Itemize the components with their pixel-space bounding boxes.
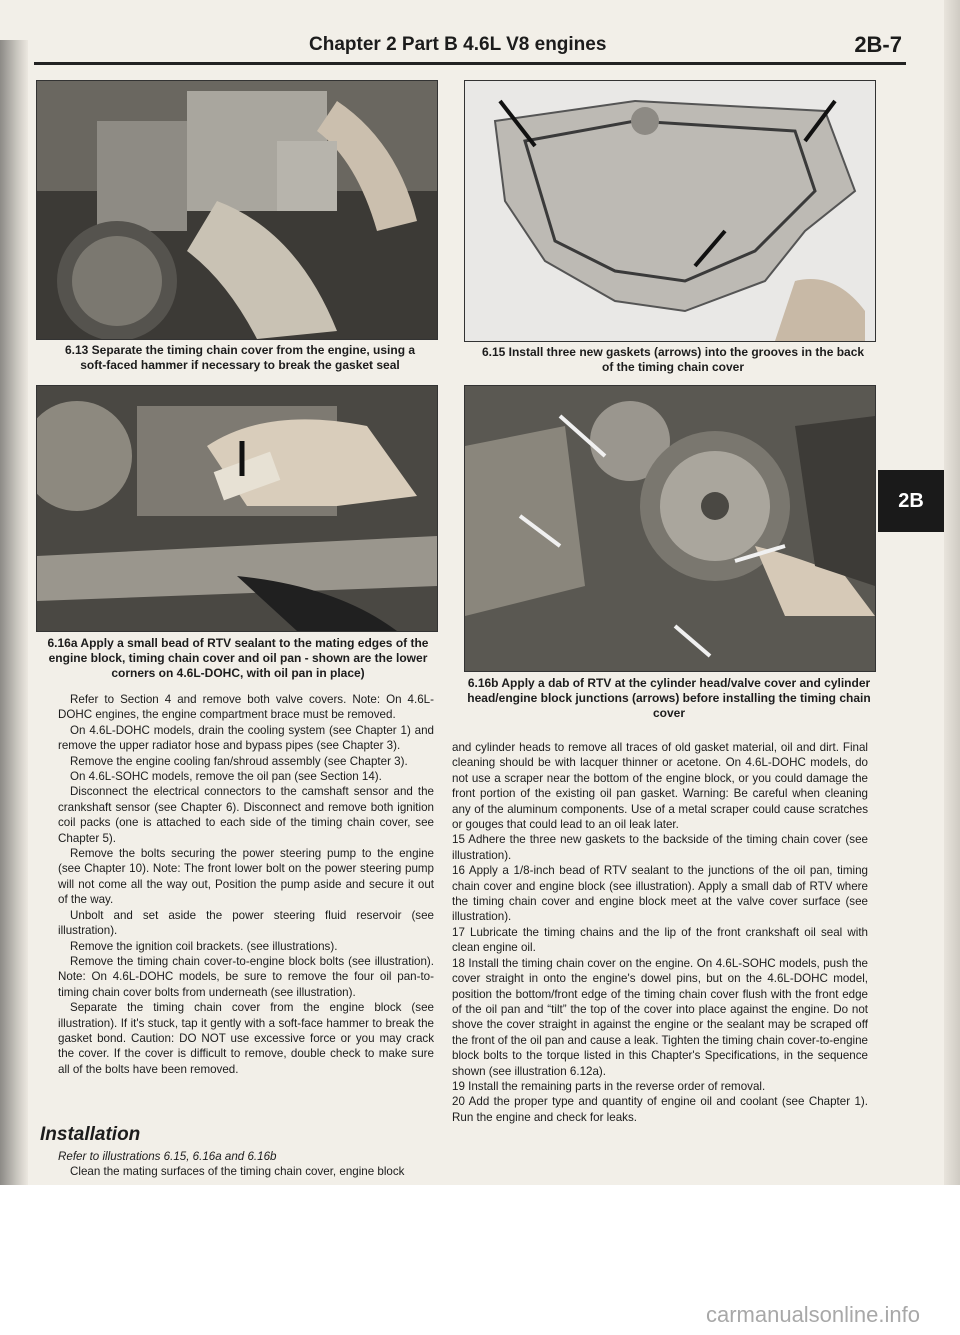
page-header [34,32,906,60]
step-3: Refer to Section 4 and remove both valve covers. Note: On 4.6L-DOHC engines, the engine compartment brace must be removed. [58,693,434,722]
caption-6-16a: 6.16a Apply a small bead of RTV sealant to the mating edges of the engine block, timing chain cover and oil pan - shown are the lower corners on 4.6L-DOHC, with oil pan in place) [47,636,429,680]
chapter-tab-2b: 2B [878,470,944,532]
photo-6-16a [36,385,438,632]
page-number: 2B-7 [854,32,902,57]
refer-line: Refer to illustrations 6.15, 6.16a and 6.16b [58,1150,277,1163]
step-10: Remove the ignition coil brackets. (see illustrations). [70,939,338,953]
step-14-start: Clean the mating surfaces of the timing chain cover, engine block [70,1165,405,1179]
right-column [452,740,868,1125]
left-column [58,692,434,1112]
photo-6-16b [464,385,876,672]
step-5: Remove the engine cooling fan/shroud assembly (see Chapter 3). [70,754,408,768]
chapter-title: Chapter 2 Part B 4.6L V8 engines [309,34,607,55]
bottom-watermark: carmanualsonline.info [705,1302,920,1327]
step-20: 20 Add the proper type and quantity of engine oil and coolant (see Chapter 1). Run the engine and check for leaks. [452,1095,868,1124]
caption-6-13: 6.13 Separate the timing chain cover from the engine, using a soft-faced hammer if necessary to break the gasket seal [64,343,416,372]
step-11: Remove the timing chain cover-to-engine block bolts (see illustration). Note: On 4.6L-DOHC models, be sure to remove the four oil pan-to-timing chain cover bolts from underneath (see illustration). [58,954,434,999]
scan-edge-right [944,0,960,1335]
step-4: On 4.6L-DOHC models, drain the cooling system (see Chapter 1) and remove the upper radiator hose and bypass pipes (see Chapter 3). [58,723,434,753]
step-7: Disconnect the electrical connectors to the camshaft sensor and the crankshaft sensor (see Chapter 6). Disconnect and remove both ignition coil packs (one is attached to each side of the timing chain cover, see Chapter 5). [58,785,434,845]
step-18: 18 Install the timing chain cover on the engine. On 4.6L-SOHC models, push the cover straight in onto the engine's dowel pins, but on the 4.6L-DOHC model, position the bottom/front edge of the timing chain cover flush with the front edge of the oil pan and “tilt” the top of the cover into place against the engine. Do not shove the cover straight in against the engine or the sealant may be scraped off the front of the oil pan and cause a leak. Tighten the timing chain cover-to-engine block bolts to the torque listed in this Chapter's Specifications, in the sequence shown (see illustration 6.12a). [452,956,868,1078]
step-19: 19 Install the remaining parts in the reverse order of removal. [452,1079,766,1093]
scan-edge-shadow [0,40,28,1190]
step-9: Unbolt and set aside the power steering fluid reservoir (see illustration). [58,908,434,938]
photo-6-13 [36,80,438,340]
step-16: 16 Apply a 1/8-inch bead of RTV sealant to the junctions of the oil pan, timing chain cover and engine block (see illustration). Apply a small dab of RTV where the timing chain cover and engine block meet at the valve cover surface (see illustration). [452,864,868,924]
header-rule [34,62,906,65]
installation-heading: Installation [40,1124,141,1145]
step-8: Remove the bolts securing the power steering pump to the engine (see Chapter 10). Note: The front lower bolt on the power steering pump will not come all the way out, Position the pump aside and secure it out of the way. [58,847,434,907]
installation-refer [58,1149,434,1180]
step-14-cont: and cylinder heads to remove all traces of old gasket material, oil and dirt. Final cleaning should be with lacquer thinner or acetone. On 4.6L-DOHC models, do not use a scraper near the bottom of the engine block, or you could damage the front portion of the existing oil pan gasket. Warning: Be careful when cleaning any of the aluminum components. Use of a metal scraper could cause scratches or gouges that could lead to an oil leak later. [452,741,868,832]
photo-6-15 [464,80,876,342]
caption-6-16b: 6.16b Apply a dab of RTV at the cylinder head/valve cover and cylinder head/engine block junctions (arrows) before installing the timing chain cover [467,676,871,720]
step-17: 17 Lubricate the timing chains and the lip of the front crankshaft oil seal with clean engine oil. [452,925,868,955]
caption-6-15: 6.15 Install three new gaskets (arrows) into the grooves in the back of the timing chain cover [481,345,865,374]
step-12: Separate the timing chain cover from the engine block (see illustration). If it's stuck, tap it gently with a soft-face hammer to break the gasket bond. Caution: DO NOT use excessive force or you may crack the cover. If the cover is difficult to remove, double check to make sure all of the bolts have been removed. [58,1001,434,1076]
step-6: On 4.6L-SOHC models, remove the oil pan (see Section 14). [70,770,382,784]
step-15: 15 Adhere the three new gaskets to the backside of the timing chain cover (see illustration). [452,833,868,862]
